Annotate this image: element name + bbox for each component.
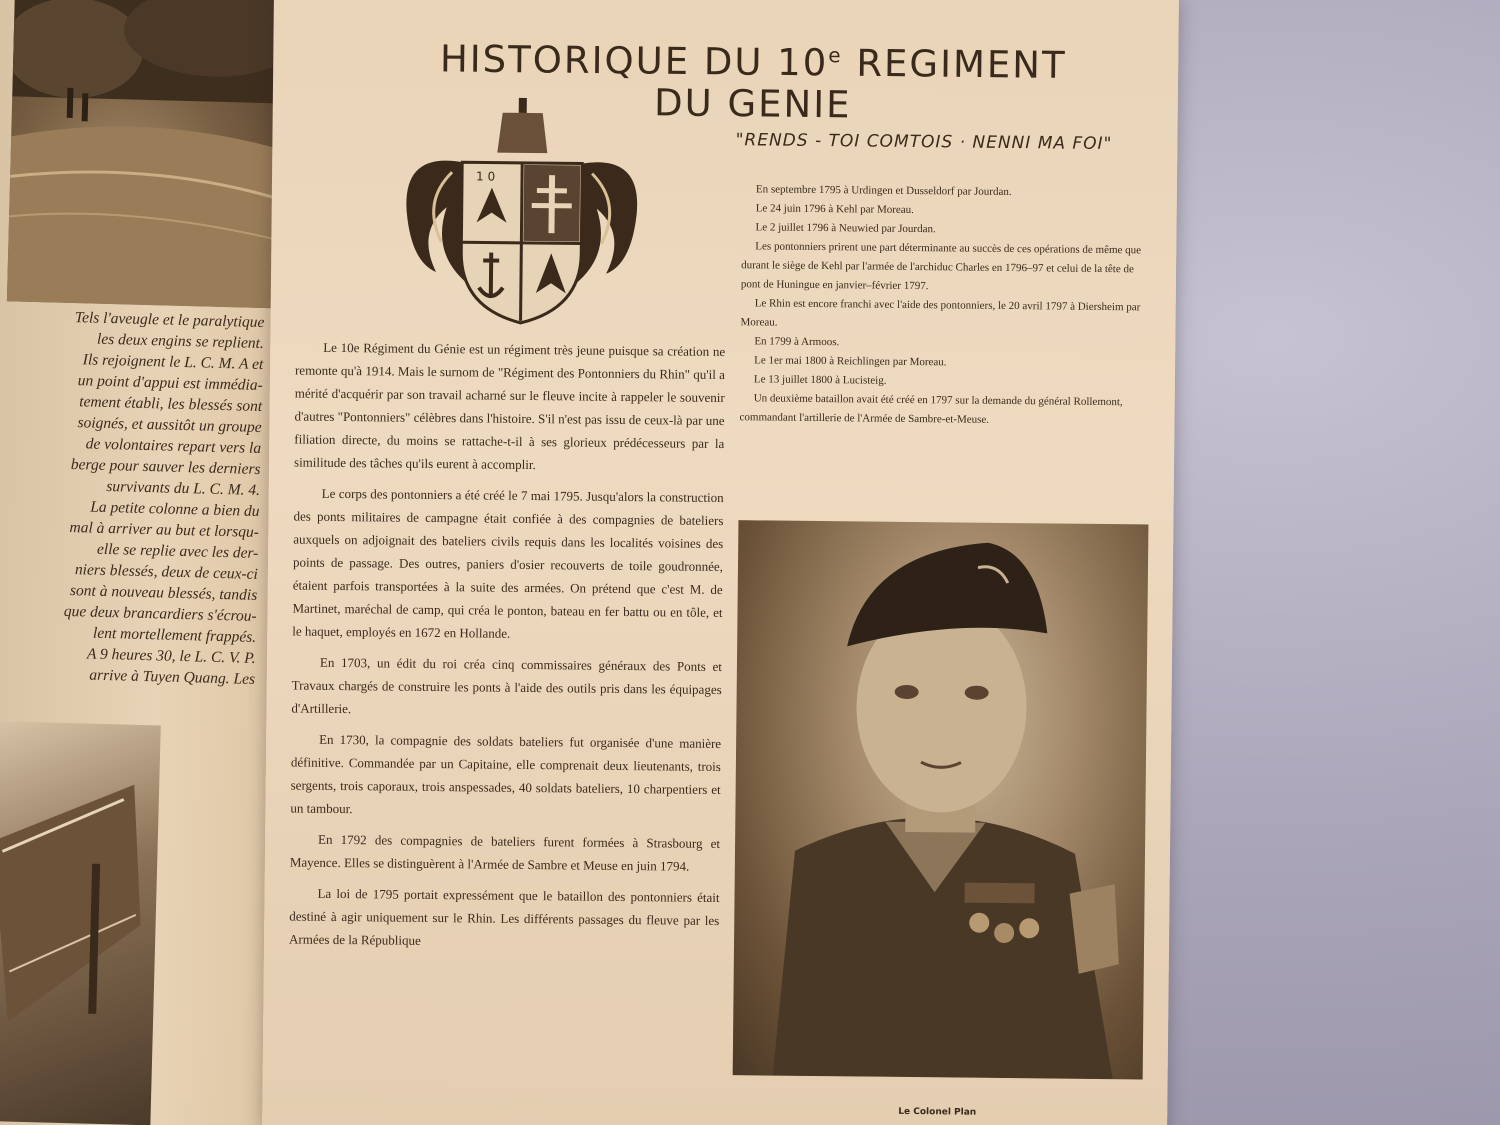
article-paragraph: Un deuxième bataillon avait été créé en 1797 sur la demande du général Rollemont, commandant l'artillerie de l'Armée de Sambre-et-Meuse. <box>739 392 1123 426</box>
article-paragraph: Le 24 juin 1796 à Kehl par Moreau. <box>755 202 915 217</box>
article-paragraph: Le 2 juillet 1796 à Neuwied par Jourdan. <box>755 221 936 236</box>
left-text-line: de volontaires repart vers la <box>85 435 262 457</box>
article-paragraph: Le 13 juillet 1800 à Lucisteig. <box>753 373 887 387</box>
boat-photo <box>0 721 161 1125</box>
regiment-motto: "RENDS - TOI COMTOIS · NENNI MA FOI" <box>735 130 1113 155</box>
article-paragraph: En 1799 à Armoos. <box>754 335 840 349</box>
title-line1-start: HISTORIQUE DU 10 <box>439 37 829 85</box>
left-text-line: que deux brancardiers s'écrou- <box>63 602 257 625</box>
article-paragraph: En 1703, un édit du roi créa cinq commissaires généraux des Ponts et Travaux chargés de construire les ponts à l'aide des outils pris dans les équipages d'Artillerie. <box>291 654 723 717</box>
article-paragraph: En 1792 des compagnies de bateliers furent formées à Strasbourg et Mayence. Elles se distinguèrent à l'Armée de Sambre et Meuse en juin 1794. <box>289 831 721 874</box>
left-text-line: sont à nouveau blessés, tandis <box>69 582 258 604</box>
left-text-line: Ils rejoignent le L. C. M. A et <box>82 351 264 374</box>
article-paragraph: En septembre 1795 à Urdingen et Dusseldorf par Jourdan. <box>755 183 1012 199</box>
left-text-line: Tels l'aveugle et le paralytique <box>74 309 265 332</box>
portrait-illustration <box>733 520 1149 1079</box>
left-text-line: arrive à Tuyen Quang. Les <box>89 666 256 688</box>
left-text-line: un point d'appui est immédia- <box>77 372 263 395</box>
left-text-line: elle se replie avec les der- <box>96 540 259 562</box>
article-paragraph: Le 1er mai 1800 à Reichlingen par Moreau. <box>754 354 947 369</box>
title-line2: DU GENIE <box>653 81 852 127</box>
title-line1-end: REGIMENT <box>842 41 1067 87</box>
article-page <box>262 0 1179 1125</box>
crest-number: 1 0 <box>475 169 496 184</box>
article-left-column <box>289 336 726 963</box>
left-text-line: lent mortellement frappés. <box>92 624 257 646</box>
left-text-line: soignés, et aussitôt un groupe <box>77 414 262 437</box>
left-text-line: mal à arriver au but et lorsqu- <box>69 519 260 541</box>
left-page-text <box>0 306 265 691</box>
article-paragraph: En 1730, la compagnie des soldats bateliers fut organisée d'une manière définitive. Commandée par un Capitaine, elle comprenait deux lieutenants, trois sergents, trois caporaux, trois anspessades, 40 soldats bateliers, 10 charpentiers et un tambour. <box>290 731 722 817</box>
river-photo-illustration <box>7 0 300 309</box>
river-photo <box>7 0 300 309</box>
regiment-crest <box>390 92 652 335</box>
colonel-portrait-photo <box>733 520 1149 1079</box>
left-text-line: survivants du L. C. M. 4. <box>106 477 261 499</box>
left-text-line: A 9 heures 30, le L. C. V. P. <box>86 645 256 667</box>
left-text-line: berge pour sauver les derniers <box>70 456 261 478</box>
article-paragraph: Le 10e Régiment du Génie est un régiment très jeune puisque sa création ne remonte qu'à 1914. Mais le surnom de "Régiment des Pontonniers du Rhin" qu'il a mérité d'acquérir par son travail acharné sur le fleuve incite à rappeler le souvenir d'autres "Pontonniers" célèbres dans l'histoire. S'il n'est pas issu de ceux-là par une filiation directe, du moins se rattache-t-il à ses glorieux prédécesseurs par la similitude des tâches qu'ils eurent à accomplir. <box>293 339 726 473</box>
article-right-column <box>739 180 1142 431</box>
article-paragraph: La loi de 1795 portait expressément que le bataillon des pontonniers était destiné à agir uniquement sur le Rhin. Les différents passages du fleuve par les Armées de la République <box>288 885 720 948</box>
left-text-line: tement établi, les blessés sont <box>79 393 263 416</box>
article-paragraph: Les pontonniers prirent une part déterminante au succès de ces opérations de même que durant le siège de Kehl par l'armée de l'archiduc Charles en 1796–97 et celui de la tête de pont de Huningue en janvier–février 1797. <box>740 240 1142 293</box>
title-superscript: e <box>828 43 843 68</box>
article-paragraph: Le Rhin est encore franchi avec l'aide des pontonniers, le 20 avril 1797 à Diersheim par Moreau. <box>740 297 1141 329</box>
left-text-line: les deux engins se replient. <box>96 330 265 353</box>
boat-photo-illustration <box>0 721 161 1125</box>
left-text-line: La petite colonne a bien du <box>90 498 260 520</box>
portrait-caption: Le Colonel Plan <box>898 1106 977 1118</box>
coat-of-arms-icon <box>390 92 652 335</box>
left-text-line: niers blessés, deux de ceux-ci <box>74 561 259 583</box>
article-paragraph: Le corps des pontonniers a été créé le 7 mai 1795. Jusqu'alors la construction des ponts militaires de campagne était confiée à des compagnies de bateliers auxquels on adjoignait des bateliers civils requis dans les localités voisines des points de passage. Des outres, paniers d'osier recouverts de toile goudronnée, étaient parfois transportées à la suite des armées. On prétend que c'est M. de Martinet, maréchal de camp, qui créa le ponton, bateau en fer battu ou en tôle, et le haquet, employés en 1672 en Hollande. <box>292 485 724 641</box>
